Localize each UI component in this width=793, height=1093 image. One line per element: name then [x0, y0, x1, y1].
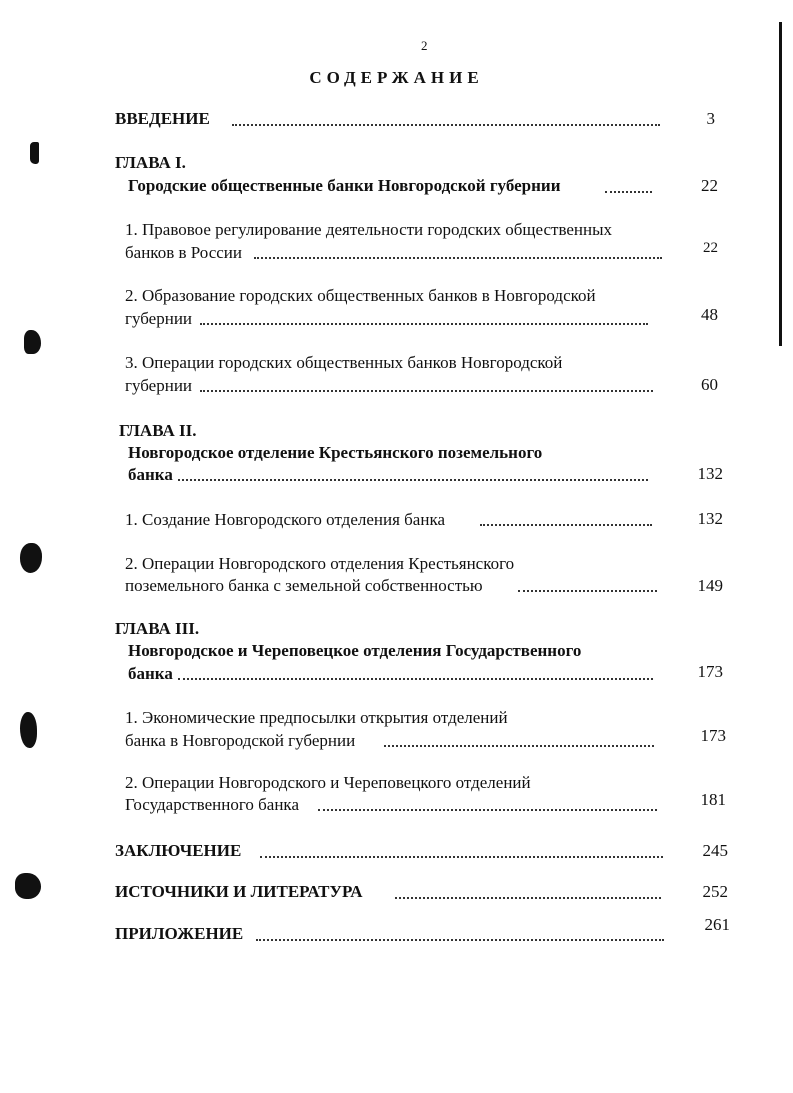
toc-dot-leader: [200, 390, 653, 392]
ch1-sec3-line1: 3. Операции городских общественных банков Новгородской: [125, 353, 563, 372]
scan-mark: [20, 543, 42, 573]
ch3-sec2-line1: 2. Операции Новгородского и Череповецкого отделений: [125, 773, 531, 792]
ch1-sec3-line2: губернии: [125, 376, 193, 395]
toc-dot-leader: [260, 856, 663, 858]
toc-appendix-page: 261: [704, 915, 730, 934]
ch1-sec2-line1: 2. Образование городских общественных банков в Новгородской: [125, 286, 596, 305]
chapter3-page: 173: [697, 662, 723, 681]
toc-dot-leader: [254, 257, 662, 259]
toc-dot-leader: [178, 479, 648, 481]
ch1-sec2-page: 48: [701, 305, 718, 324]
toc-dot-leader: [178, 678, 653, 680]
ch3-sec2-page: 181: [700, 790, 726, 809]
toc-dot-leader: [480, 524, 652, 526]
toc-dot-leader: [318, 809, 657, 811]
toc-sources-title: ИСТОЧНИКИ И ЛИТЕРАТУРА: [115, 882, 363, 901]
ch2-sec2-page: 149: [697, 576, 723, 595]
toc-conclusion-title: ЗАКЛЮЧЕНИЕ: [115, 841, 242, 860]
toc-appendix-title: ПРИЛОЖЕНИЕ: [115, 924, 244, 943]
toc-dot-leader: [200, 323, 648, 325]
ch1-sec3-page: 60: [701, 375, 718, 394]
ch1-sec2-line2: губернии: [125, 309, 193, 328]
chapter3-title-line1: Новгородское и Череповецкое отделения Государственного: [128, 641, 582, 660]
scan-mark: [30, 142, 39, 164]
ch3-sec2-line2: Государственного банка: [125, 795, 299, 814]
ch2-sec2-line2: поземельного банка с земельной собственностью: [125, 576, 483, 595]
page-number: 2: [421, 38, 428, 53]
chapter3-title-line2: банка: [128, 664, 173, 683]
ch3-sec1-page: 173: [700, 726, 726, 745]
scan-mark: [20, 712, 37, 748]
chapter1-page: 22: [701, 176, 718, 195]
ch3-sec1-line2: банка в Новгородской губернии: [125, 731, 356, 750]
toc-intro-page: 3: [706, 109, 715, 128]
ch3-sec1-line1: 1. Экономические предпосылки открытия отделений: [125, 708, 508, 727]
scan-mark: [24, 330, 41, 354]
toc-dot-leader: [605, 191, 652, 193]
ch2-sec1-line1: 1. Создание Новгородского отделения банка: [125, 510, 445, 529]
toc-dot-leader: [256, 939, 664, 941]
chapter2-title-line1: Новгородское отделение Крестьянского поземельного: [128, 443, 543, 462]
toc-sources-page: 252: [702, 882, 728, 901]
ch1-sec1-line2: банков в России: [125, 243, 242, 262]
toc-intro-title: ВВЕДЕНИЕ: [115, 109, 210, 128]
toc-dot-leader: [395, 897, 661, 899]
chapter2-label: ГЛАВА II.: [119, 421, 197, 440]
chapter3-label: ГЛАВА III.: [115, 619, 200, 638]
toc-conclusion-page: 245: [702, 841, 728, 860]
chapter1-title: Городские общественные банки Новгородской губернии: [128, 176, 561, 195]
chapter2-page: 132: [697, 464, 723, 483]
ch2-sec1-page: 132: [697, 509, 723, 528]
scan-mark: [15, 873, 41, 899]
ch2-sec2-line1: 2. Операции Новгородского отделения Крестьянского: [125, 554, 515, 573]
toc-dot-leader: [518, 590, 657, 592]
ch1-sec1-line1: 1. Правовое регулирование деятельности городских общественных: [125, 220, 613, 239]
toc-dot-leader: [232, 124, 660, 126]
ch1-sec1-page: 22: [703, 240, 718, 256]
toc-dot-leader: [384, 745, 654, 747]
chapter2-title-line2: банка: [128, 465, 173, 484]
chapter1-label: ГЛАВА I.: [115, 153, 186, 172]
page-title: СОДЕРЖАНИЕ: [309, 68, 484, 87]
